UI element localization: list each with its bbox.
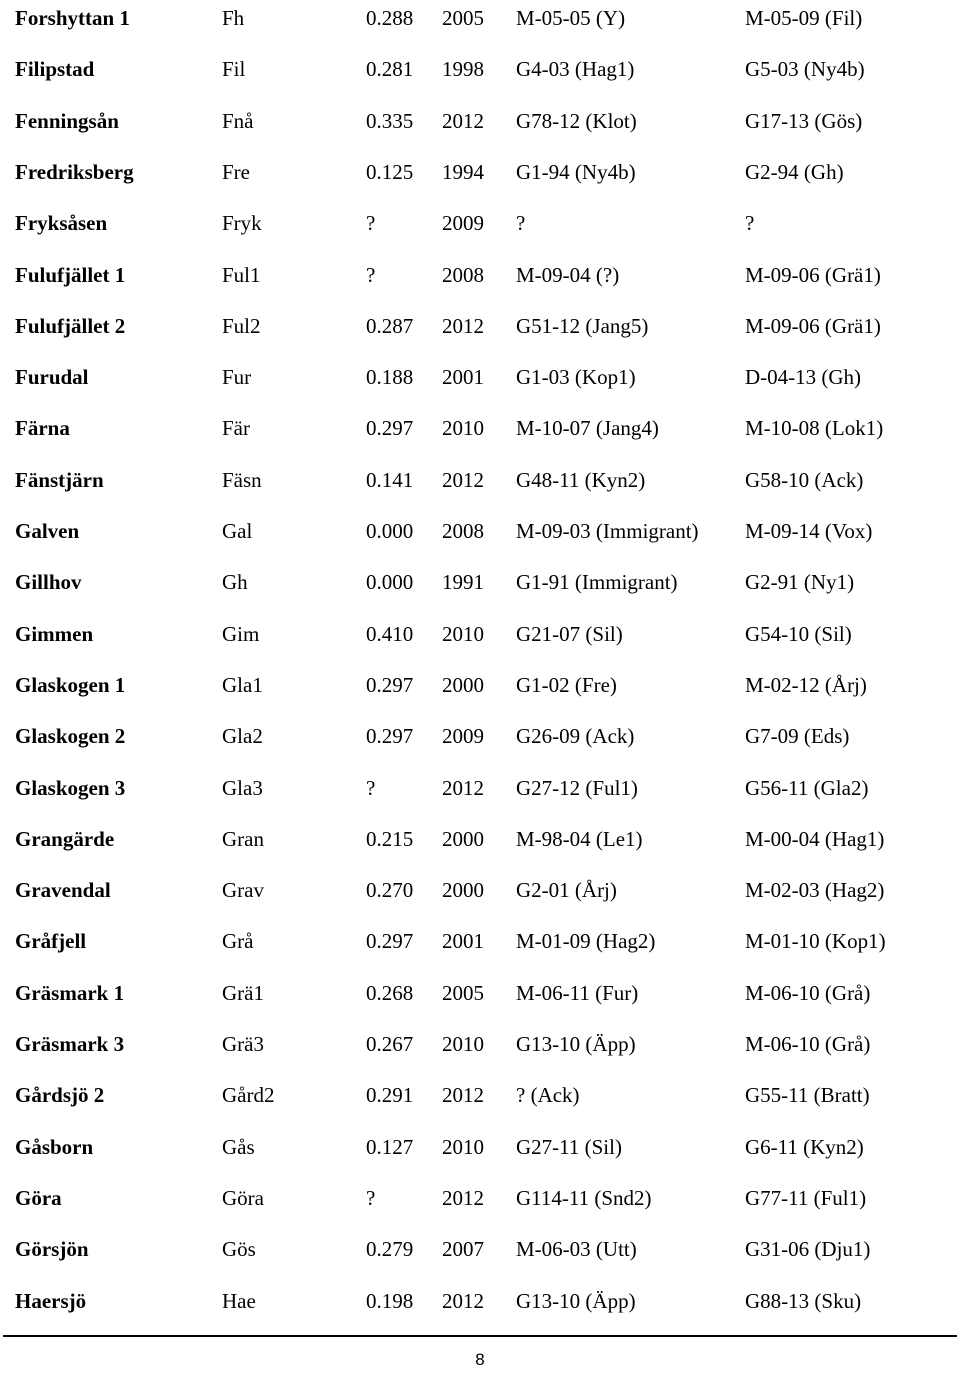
- inbreeding-value-cell: 0.281: [366, 57, 414, 81]
- table-row: [0, 565, 960, 599]
- parent-a-cell: G13-10 (Äpp): [516, 1289, 636, 1313]
- table-row: [0, 822, 960, 856]
- population-name-cell: Filipstad: [15, 57, 95, 81]
- table-row: [0, 1, 960, 35]
- parent-b-cell: M-01-10 (Kop1): [745, 929, 886, 953]
- table-row: [0, 360, 960, 394]
- parent-b-cell: G58-10 (Ack): [745, 468, 864, 492]
- population-code-cell: Gran: [222, 827, 264, 851]
- parent-b-cell: G6-11 (Kyn2): [745, 1135, 864, 1159]
- parent-a-cell: M-06-11 (Fur): [516, 981, 639, 1005]
- population-code-cell: Hae: [222, 1289, 256, 1313]
- population-name-cell: Gillhov: [15, 570, 82, 594]
- parent-b-cell: M-02-03 (Hag2): [745, 878, 885, 902]
- parent-a-cell: G2-01 (Årj): [516, 878, 617, 902]
- population-code-cell: Fäsn: [222, 468, 262, 492]
- population-name-cell: Gråfjell: [15, 929, 87, 953]
- population-code-cell: Fär: [222, 416, 250, 440]
- inbreeding-value-cell: 0.410: [366, 622, 414, 646]
- parent-a-cell: G13-10 (Äpp): [516, 1032, 636, 1056]
- parent-b-cell: G31-06 (Dju1): [745, 1237, 871, 1261]
- population-name-cell: Görsjön: [15, 1237, 89, 1261]
- population-code-cell: Grav: [222, 878, 264, 902]
- inbreeding-value-cell: ?: [366, 1186, 376, 1210]
- population-name-cell: Glaskogen 3: [15, 776, 126, 800]
- parent-a-cell: ? (Ack): [516, 1083, 580, 1107]
- parent-a-cell: M-98-04 (Le1): [516, 827, 643, 851]
- table-row: [0, 1181, 960, 1215]
- inbreeding-value-cell: 0.291: [366, 1083, 414, 1107]
- parent-a-cell: G48-11 (Kyn2): [516, 468, 646, 492]
- table-row: [0, 155, 960, 189]
- footer-rule: [3, 1335, 957, 1337]
- table-row: [0, 463, 960, 497]
- parent-b-cell: D-04-13 (Gh): [745, 365, 862, 389]
- population-name-cell: Grangärde: [15, 827, 115, 851]
- parent-a-cell: M-06-03 (Utt): [516, 1237, 637, 1261]
- parent-b-cell: G2-91 (Ny1): [745, 570, 855, 594]
- inbreeding-value-cell: 0.267: [366, 1032, 414, 1056]
- year-cell: 2009: [442, 724, 484, 748]
- inbreeding-value-cell: ?: [366, 263, 376, 287]
- inbreeding-value-cell: ?: [366, 211, 376, 235]
- inbreeding-value-cell: 0.268: [366, 981, 414, 1005]
- population-name-cell: Fulufjället 1: [15, 263, 126, 287]
- inbreeding-value-cell: 0.270: [366, 878, 414, 902]
- population-name-cell: Forshyttan 1: [15, 6, 130, 30]
- year-cell: 2001: [442, 929, 484, 953]
- inbreeding-value-cell: 0.297: [366, 724, 414, 748]
- population-name-cell: Fenningsån: [15, 109, 119, 133]
- population-name-cell: Glaskogen 1: [15, 673, 126, 697]
- table-row: [0, 52, 960, 86]
- population-name-cell: Färna: [15, 416, 70, 440]
- population-code-cell: Gård2: [222, 1083, 275, 1107]
- population-code-cell: Fryk: [222, 211, 262, 235]
- parent-b-cell: M-06-10 (Grå): [745, 981, 871, 1005]
- table-row: [0, 617, 960, 651]
- parent-b-cell: G88-13 (Sku): [745, 1289, 862, 1313]
- year-cell: 2012: [442, 776, 484, 800]
- year-cell: 2012: [442, 314, 484, 338]
- population-code-cell: Gla2: [222, 724, 263, 748]
- population-code-cell: Gla1: [222, 673, 263, 697]
- parent-a-cell: G51-12 (Jang5): [516, 314, 649, 338]
- table-row: [0, 1232, 960, 1266]
- population-name-cell: Fryksåsen: [15, 211, 108, 235]
- inbreeding-value-cell: 0.198: [366, 1289, 414, 1313]
- population-code-cell: Fh: [222, 6, 245, 30]
- population-code-cell: Gla3: [222, 776, 263, 800]
- parent-a-cell: M-10-07 (Jang4): [516, 416, 659, 440]
- year-cell: 1991: [442, 570, 484, 594]
- inbreeding-value-cell: 0.000: [366, 570, 414, 594]
- parent-a-cell: M-01-09 (Hag2): [516, 929, 656, 953]
- parent-b-cell: M-02-12 (Årj): [745, 673, 867, 697]
- table-row: [0, 258, 960, 292]
- population-name-cell: Furudal: [15, 365, 89, 389]
- parent-b-cell: G55-11 (Bratt): [745, 1083, 870, 1107]
- year-cell: 2010: [442, 1032, 484, 1056]
- population-code-cell: Göra: [222, 1186, 264, 1210]
- year-cell: 2012: [442, 109, 484, 133]
- parent-a-cell: G114-11 (Snd2): [516, 1186, 652, 1210]
- year-cell: 2010: [442, 1135, 484, 1159]
- inbreeding-value-cell: 0.279: [366, 1237, 414, 1261]
- parent-b-cell: M-00-04 (Hag1): [745, 827, 885, 851]
- parent-a-cell: ?: [516, 211, 526, 235]
- population-name-cell: Galven: [15, 519, 80, 543]
- inbreeding-value-cell: 0.141: [366, 468, 414, 492]
- parent-a-cell: M-05-05 (Y): [516, 6, 626, 30]
- population-code-cell: Fre: [222, 160, 250, 184]
- page-number: 8: [475, 1350, 485, 1369]
- inbreeding-value-cell: 0.297: [366, 416, 414, 440]
- table-row: [0, 104, 960, 138]
- population-name-cell: Gräsmark 1: [15, 981, 125, 1005]
- population-name-cell: Gårdsjö 2: [15, 1083, 105, 1107]
- year-cell: 2000: [442, 673, 484, 697]
- year-cell: 2008: [442, 519, 484, 543]
- parent-b-cell: G5-03 (Ny4b): [745, 57, 865, 81]
- year-cell: 2012: [442, 1083, 484, 1107]
- table-row: [0, 206, 960, 240]
- parent-a-cell: G4-03 (Hag1): [516, 57, 635, 81]
- year-cell: 2000: [442, 827, 484, 851]
- parent-a-cell: G27-12 (Ful1): [516, 776, 638, 800]
- population-code-cell: Gås: [222, 1135, 255, 1159]
- parent-b-cell: G54-10 (Sil): [745, 622, 852, 646]
- population-code-cell: Grä1: [222, 981, 264, 1005]
- population-code-cell: Ful1: [222, 263, 261, 287]
- parent-b-cell: M-10-08 (Lok1): [745, 416, 884, 440]
- parent-b-cell: M-06-10 (Grå): [745, 1032, 871, 1056]
- inbreeding-value-cell: 0.297: [366, 673, 414, 697]
- population-name-cell: Gräsmark 3: [15, 1032, 125, 1056]
- population-code-cell: Gal: [222, 519, 253, 543]
- parent-a-cell: G21-07 (Sil): [516, 622, 623, 646]
- parent-a-cell: M-09-03 (Immigrant): [516, 519, 699, 543]
- population-name-cell: Fredriksberg: [15, 160, 134, 184]
- year-cell: 2005: [442, 981, 484, 1005]
- parent-a-cell: G1-03 (Kop1): [516, 365, 636, 389]
- year-cell: 1998: [442, 57, 484, 81]
- population-name-cell: Gravendal: [15, 878, 111, 902]
- table-row: [0, 1027, 960, 1061]
- parent-a-cell: G1-94 (Ny4b): [516, 160, 636, 184]
- population-code-cell: Fur: [222, 365, 252, 389]
- table-row: [0, 1078, 960, 1112]
- table-row: [0, 719, 960, 753]
- parent-b-cell: M-05-09 (Fil): [745, 6, 863, 30]
- parent-a-cell: G26-09 (Ack): [516, 724, 635, 748]
- parent-b-cell: M-09-14 (Vox): [745, 519, 873, 543]
- population-code-cell: Gim: [222, 622, 260, 646]
- table-row: [0, 771, 960, 805]
- population-name-cell: Gåsborn: [15, 1135, 94, 1159]
- table-row: [0, 976, 960, 1010]
- table-row: [0, 1130, 960, 1164]
- inbreeding-value-cell: ?: [366, 776, 376, 800]
- table-row: [0, 924, 960, 958]
- year-cell: 2000: [442, 878, 484, 902]
- population-name-cell: Göra: [15, 1186, 62, 1210]
- population-name-cell: Fänstjärn: [15, 468, 104, 492]
- table-row: [0, 1284, 960, 1318]
- inbreeding-value-cell: 0.297: [366, 929, 414, 953]
- parent-b-cell: G2-94 (Gh): [745, 160, 844, 184]
- inbreeding-value-cell: 0.188: [366, 365, 414, 389]
- population-code-cell: Gös: [222, 1237, 256, 1261]
- year-cell: 2007: [442, 1237, 484, 1261]
- population-code-cell: Fil: [222, 57, 246, 81]
- table-row: [0, 668, 960, 702]
- population-code-cell: Gh: [222, 570, 248, 594]
- inbreeding-value-cell: 0.287: [366, 314, 414, 338]
- year-cell: 2010: [442, 622, 484, 646]
- parent-b-cell: M-09-06 (Grä1): [745, 263, 881, 287]
- parent-a-cell: M-09-04 (?): [516, 263, 620, 287]
- year-cell: 2005: [442, 6, 484, 30]
- parent-a-cell: G78-12 (Klot): [516, 109, 637, 133]
- parent-b-cell: G56-11 (Gla2): [745, 776, 869, 800]
- year-cell: 1994: [442, 160, 484, 184]
- inbreeding-value-cell: 0.125: [366, 160, 414, 184]
- table-row: [0, 411, 960, 445]
- parent-b-cell: G7-09 (Eds): [745, 724, 850, 748]
- population-name-cell: Haersjö: [15, 1289, 87, 1313]
- population-code-cell: Fnå: [222, 109, 254, 133]
- table-row: [0, 514, 960, 548]
- year-cell: 2008: [442, 263, 484, 287]
- population-code-cell: Grå: [222, 929, 254, 953]
- table-row: [0, 309, 960, 343]
- inbreeding-value-cell: 0.127: [366, 1135, 414, 1159]
- inbreeding-value-cell: 0.335: [366, 109, 414, 133]
- parent-a-cell: G27-11 (Sil): [516, 1135, 622, 1159]
- population-name-cell: Gimmen: [15, 622, 94, 646]
- parent-b-cell: M-09-06 (Grä1): [745, 314, 881, 338]
- population-code-cell: Grä3: [222, 1032, 264, 1056]
- population-name-cell: Fulufjället 2: [15, 314, 126, 338]
- year-cell: 2012: [442, 1186, 484, 1210]
- inbreeding-value-cell: 0.288: [366, 6, 414, 30]
- year-cell: 2001: [442, 365, 484, 389]
- year-cell: 2012: [442, 1289, 484, 1313]
- parent-b-cell: ?: [745, 211, 755, 235]
- parent-a-cell: G1-02 (Fre): [516, 673, 617, 697]
- population-name-cell: Glaskogen 2: [15, 724, 126, 748]
- population-code-cell: Ful2: [222, 314, 261, 338]
- inbreeding-value-cell: 0.000: [366, 519, 414, 543]
- parent-a-cell: G1-91 (Immigrant): [516, 570, 678, 594]
- year-cell: 2010: [442, 416, 484, 440]
- parent-b-cell: G77-11 (Ful1): [745, 1186, 867, 1210]
- year-cell: 2009: [442, 211, 484, 235]
- table-row: [0, 873, 960, 907]
- year-cell: 2012: [442, 468, 484, 492]
- parent-b-cell: G17-13 (Gös): [745, 109, 863, 133]
- inbreeding-value-cell: 0.215: [366, 827, 414, 851]
